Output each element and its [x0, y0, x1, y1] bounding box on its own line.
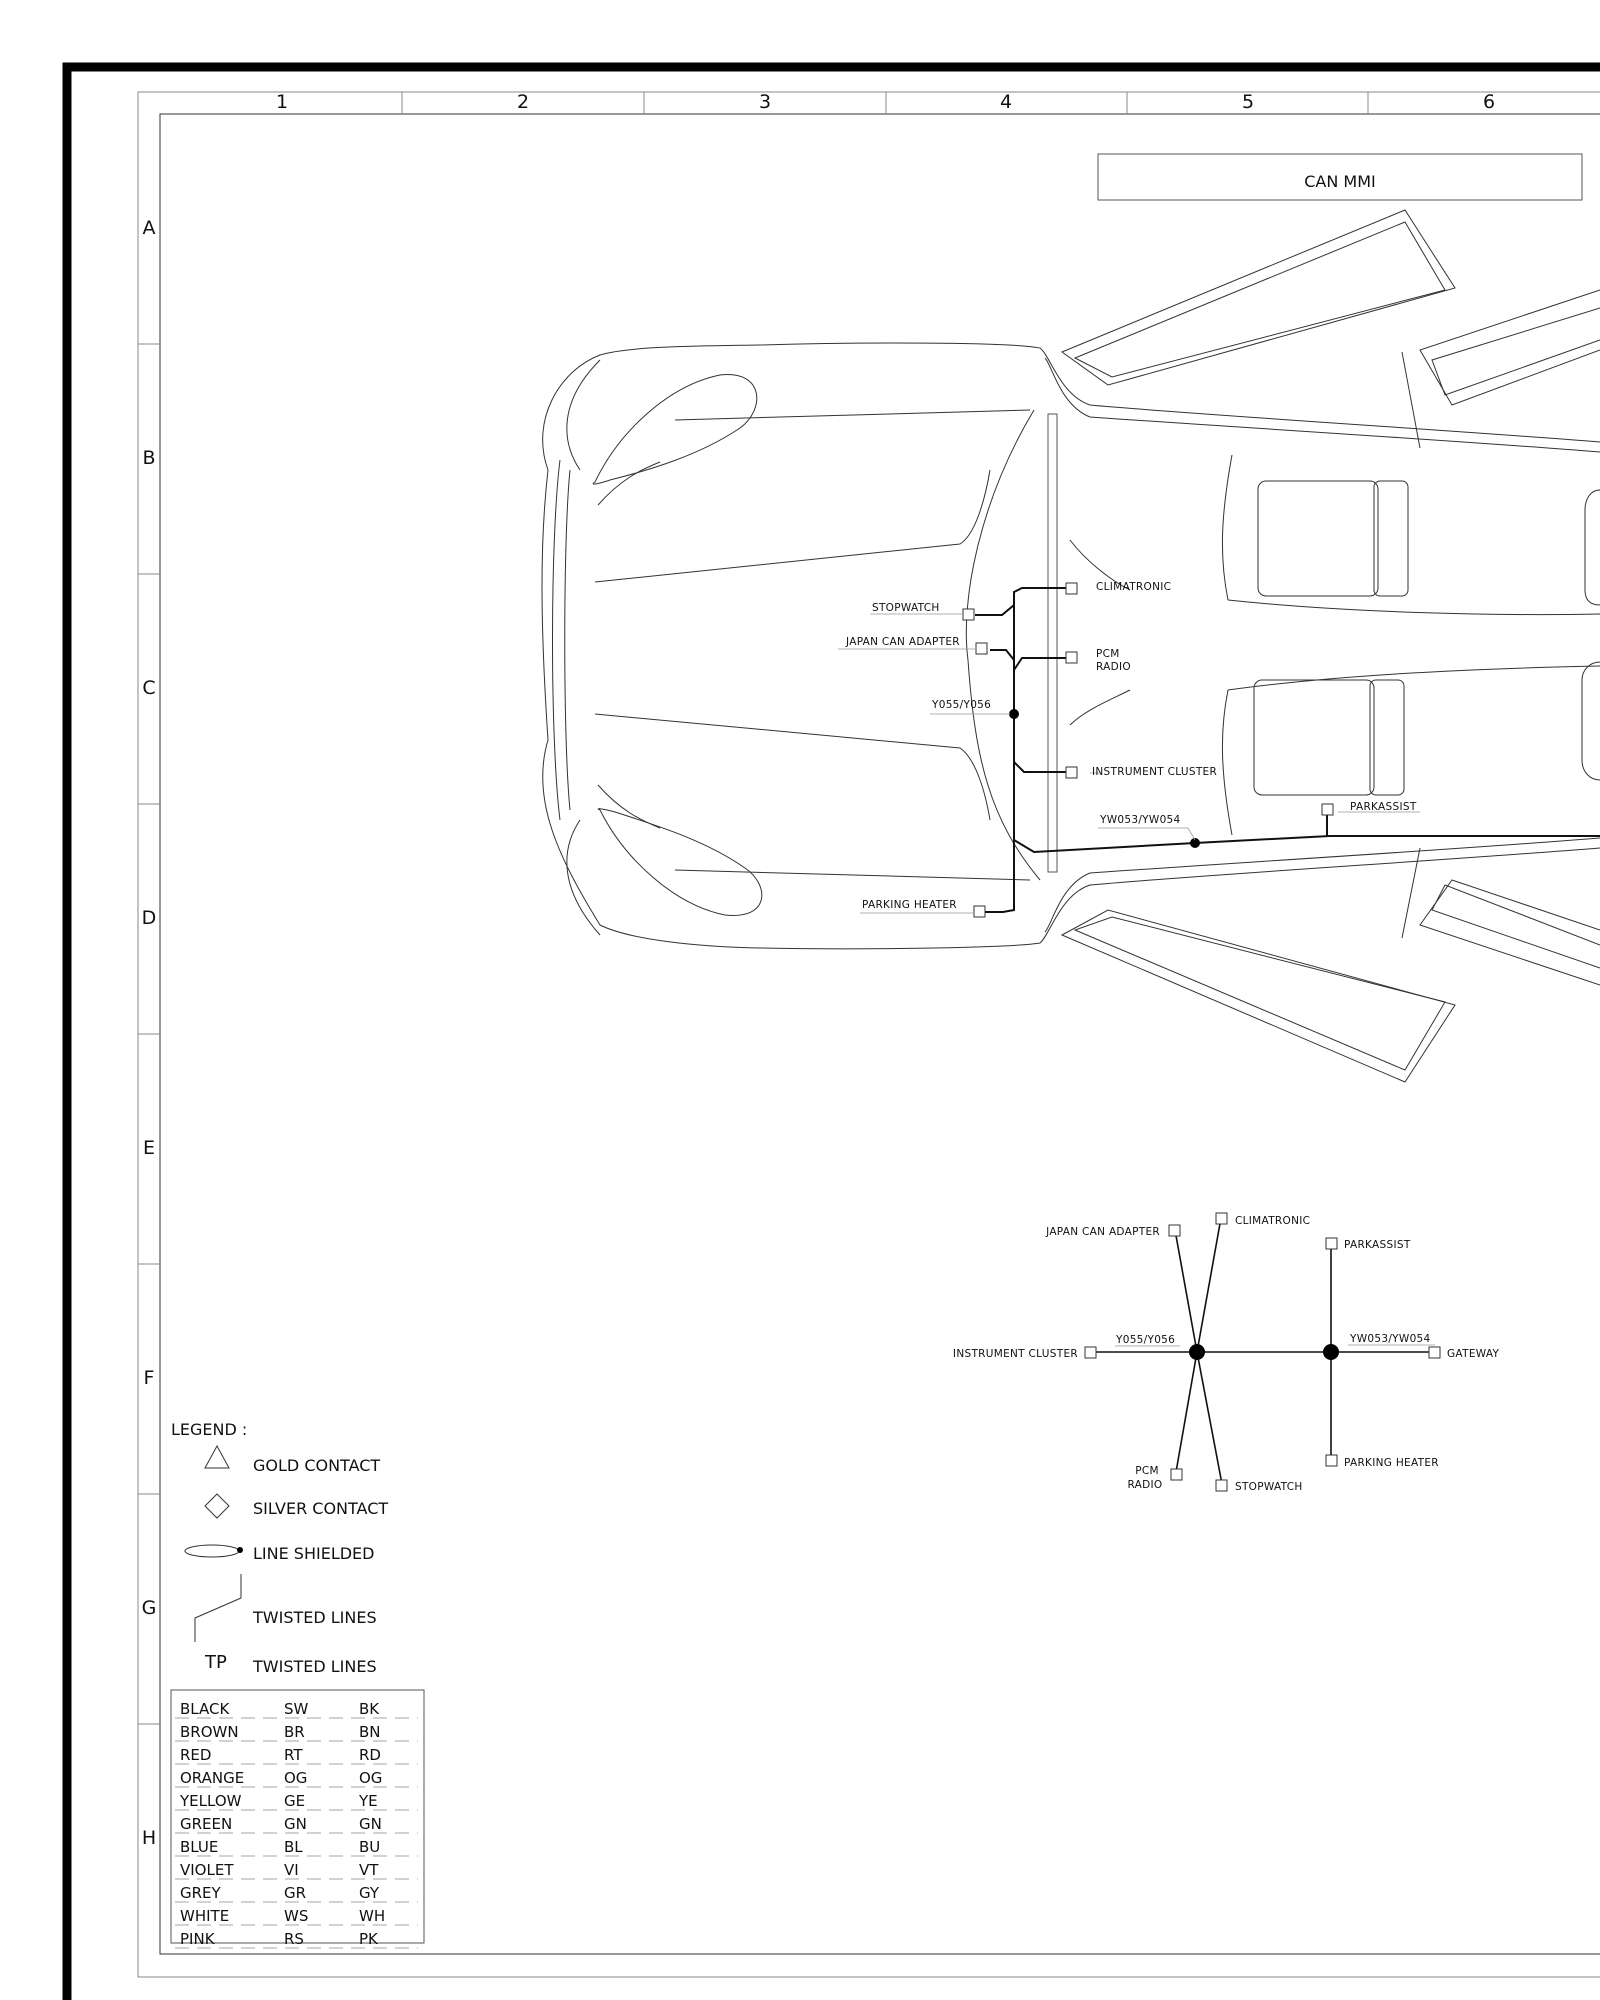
color-code-en: YE — [359, 1792, 378, 1810]
color-code-en: BN — [359, 1723, 381, 1741]
twisted-lines-icon — [195, 1574, 241, 1642]
grid-col-6: 6 — [1482, 91, 1496, 113]
grid-row-F: F — [143, 1367, 155, 1389]
color-name: GREEN — [180, 1815, 233, 1833]
color-name: VIOLET — [180, 1861, 234, 1879]
color-code-en: OG — [359, 1769, 383, 1787]
label-yw053-yw054: YW053/YW054 — [1100, 814, 1181, 826]
topo-connector-stopwatch — [1216, 1480, 1227, 1491]
topo-connector-climatronic — [1216, 1213, 1227, 1224]
can-wiring-layout — [838, 581, 1600, 917]
topo-connector-gateway — [1429, 1347, 1440, 1358]
connector-instrument-cluster — [1066, 767, 1077, 778]
car-outline — [542, 210, 1600, 1082]
label-parkassist: PARKASSIST — [1350, 801, 1417, 813]
topo-connector-pcm-radio — [1171, 1469, 1182, 1480]
color-code-en: GN — [359, 1815, 382, 1833]
color-code-en: VT — [359, 1861, 379, 1879]
topo-label-gateway: GATEWAY — [1447, 1348, 1500, 1360]
color-code-de: GN — [284, 1815, 307, 1833]
grid-row-E: E — [142, 1137, 156, 1159]
door-open-right — [1062, 910, 1455, 1082]
legend-title: LEGEND : — [171, 1420, 248, 1439]
color-code-de: BR — [284, 1723, 305, 1741]
seat-front-right — [1254, 680, 1374, 795]
color-code-en: WH — [359, 1907, 386, 1925]
diagram-title: CAN MMI — [1304, 172, 1376, 191]
color-code-en: RD — [359, 1746, 381, 1764]
color-code-de: RS — [284, 1930, 304, 1948]
color-code-de: SW — [284, 1700, 309, 1718]
connector-parkassist — [1322, 804, 1333, 815]
color-code-de: OG — [284, 1769, 308, 1787]
grid-frame-inner — [160, 114, 1600, 1954]
topo-connector-instrument-cluster — [1085, 1347, 1096, 1358]
color-code-de: GE — [284, 1792, 306, 1810]
shielded-line-icon — [185, 1545, 239, 1557]
topo-label-japan-can-adapter: JAPAN CAN ADAPTER — [1046, 1226, 1160, 1238]
color-code-en: BU — [359, 1838, 381, 1856]
color-code-de: VI — [284, 1861, 299, 1879]
grid-row-D: D — [141, 907, 157, 929]
topo-label-climatronic: CLIMATRONIC — [1235, 1215, 1311, 1227]
grid-row-B: B — [142, 447, 156, 469]
topo-connector-parking-heater — [1326, 1455, 1337, 1466]
topo-label-radio: RADIO — [1127, 1479, 1163, 1491]
topo-label-instrument-cluster: INSTRUMENT CLUSTER — [952, 1348, 1078, 1360]
color-name: BLACK — [180, 1700, 230, 1718]
label-radio: RADIO — [1096, 661, 1131, 673]
label-instrument-cluster: INSTRUMENT CLUSTER — [1092, 766, 1218, 778]
topo-label-pcm: PCM — [1135, 1465, 1159, 1477]
label-parking-heater: PARKING HEATER — [862, 899, 957, 911]
label-y055-y056: Y055/Y056 — [932, 699, 992, 711]
connector-parking-heater — [974, 906, 985, 917]
color-name: WHITE — [180, 1907, 230, 1925]
color-code-en: GY — [359, 1884, 380, 1902]
color-code-de: GR — [284, 1884, 307, 1902]
topo-label-parking-heater: PARKING HEATER — [1344, 1457, 1439, 1469]
can-topology — [953, 1213, 1500, 1493]
grid-row-G: G — [141, 1597, 157, 1619]
connector-stopwatch — [963, 609, 974, 620]
color-name: YELLOW — [180, 1792, 242, 1810]
grid-col-2: 2 — [516, 91, 530, 113]
seat-front-left — [1258, 481, 1378, 596]
color-name: ORANGE — [180, 1769, 245, 1787]
grid-row-H: H — [141, 1827, 157, 1849]
connector-pcm-radio — [1066, 652, 1077, 663]
grid-col-3: 3 — [758, 91, 772, 113]
topo-connector-japan-can-adapter — [1169, 1225, 1180, 1236]
legend-silver-contact: SILVER CONTACT — [253, 1499, 389, 1518]
connector-japan-can-adapter — [976, 643, 987, 654]
color-name: PINK — [180, 1930, 215, 1948]
label-pcm: PCM — [1096, 648, 1120, 660]
color-code-de: RT — [284, 1746, 303, 1764]
legend-twisted-lines-2: TWISTED LINES — [253, 1657, 377, 1676]
label-climatronic: CLIMATRONIC — [1096, 581, 1172, 593]
grid-row-A: A — [142, 217, 156, 239]
silver-contact-icon — [205, 1494, 229, 1518]
label-stopwatch: STOPWATCH — [872, 602, 940, 614]
grid-row-C: C — [142, 677, 156, 699]
grid-column-dividers — [402, 92, 1368, 114]
color-code-de: WS — [284, 1907, 309, 1925]
grid-col-4: 4 — [999, 91, 1013, 113]
grid-row-dividers — [138, 344, 160, 1724]
color-code-de: BL — [284, 1838, 303, 1856]
tp-symbol: TP — [205, 1652, 227, 1673]
legend-gold-contact: GOLD CONTACT — [253, 1456, 381, 1475]
grid-col-5: 5 — [1241, 91, 1255, 113]
headlight-left — [593, 375, 757, 484]
color-code-table — [171, 1690, 424, 1948]
color-name: BROWN — [180, 1723, 239, 1741]
splice-y055-topology — [1189, 1344, 1205, 1360]
topo-label-yw053-yw054: YW053/YW054 — [1350, 1333, 1431, 1345]
legend-line-shielded: LINE SHIELDED — [253, 1544, 375, 1563]
color-code-en: BK — [359, 1700, 380, 1718]
can-trunk — [985, 592, 1014, 912]
legend-twisted-lines-1: TWISTED LINES — [253, 1608, 377, 1627]
label-japan-can-adapter: JAPAN CAN ADAPTER — [846, 636, 960, 648]
grid-frame-outer — [138, 92, 1600, 1977]
splice-y055-layout — [1009, 709, 1019, 719]
color-name: RED — [180, 1746, 212, 1764]
headlight-right — [598, 809, 762, 916]
topo-label-stopwatch: STOPWATCH — [1235, 1481, 1303, 1493]
color-name: GREY — [180, 1884, 221, 1902]
splice-yw053-topology — [1323, 1344, 1339, 1360]
topo-connector-parkassist — [1326, 1238, 1337, 1249]
car-body-outline — [542, 343, 1600, 949]
door-open-left — [1062, 210, 1455, 385]
grid-col-1: 1 — [275, 91, 289, 113]
connector-climatronic — [1066, 583, 1077, 594]
color-name: BLUE — [180, 1838, 219, 1856]
color-code-en: PK — [359, 1930, 378, 1948]
legend — [171, 1420, 388, 1676]
topo-label-parkassist: PARKASSIST — [1344, 1239, 1411, 1251]
gold-contact-icon — [205, 1446, 229, 1468]
topo-label-y055-y056: Y055/Y056 — [1116, 1334, 1176, 1346]
